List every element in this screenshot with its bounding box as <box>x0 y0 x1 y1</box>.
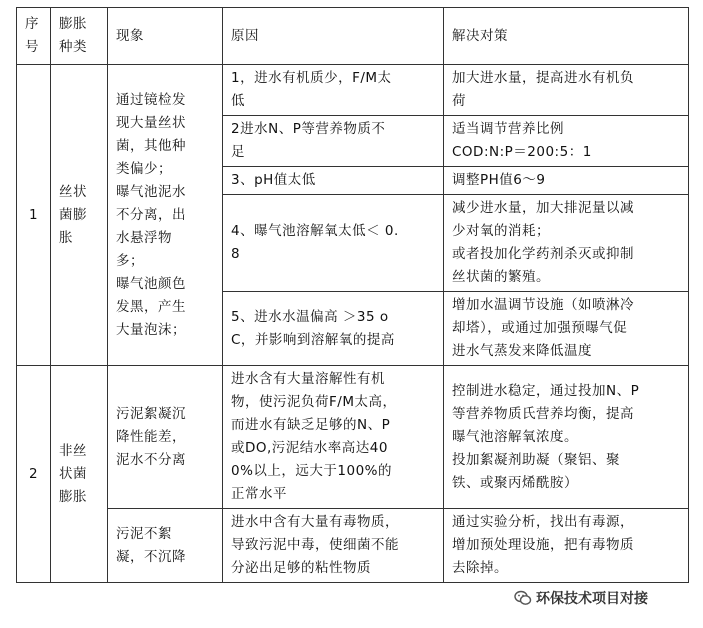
wechat-icon <box>514 589 532 607</box>
cell-solution: 减少进水量，加大排泥量以减 少对氧的消耗； 或者投加化学药剂杀灭或抑制 丝状菌的繁殖。 <box>444 195 689 292</box>
bulking-table <box>16 7 689 583</box>
table-row <box>17 509 689 583</box>
cell-solution: 通过实验分析，找出有毒源， 增加预处理设施，把有毒物质 去除掉。 <box>444 509 689 583</box>
cell-solution: 调整PH值6～9 <box>444 167 689 195</box>
header-cell-phenomenon: 现象 <box>108 8 223 65</box>
table-header-row <box>17 8 689 65</box>
cell-no: 1 <box>17 65 51 366</box>
cell-cause: 4、曝气池溶解氧太低＜ 0. 8 <box>223 195 444 292</box>
cell-cause: 进水含有大量溶解性有机 物，使污泥负荷F/M太高， 而进水有缺乏足够的N、P 或DO,污泥结水率高达40 0%以上，远大于100%的 正常水平 <box>223 366 444 509</box>
table-row <box>17 65 689 116</box>
cell-solution: 增加水温调节设施（如喷淋冷 却塔），或通过加强预曝气促 进水气蒸发来降低温度 <box>444 292 689 366</box>
cell-phenomenon: 污泥不絮 凝，不沉降 <box>108 509 223 583</box>
cell-solution: 加大进水量，提高进水有机负 荷 <box>444 65 689 116</box>
cell-type: 非丝 状菌 膨胀 <box>51 366 108 583</box>
cell-solution: 控制进水稳定，通过投加N、P 等营养物质氏营养均衡，提高 曝气池溶解氧浓度。 投加絮凝剂助凝（聚铝、聚 铁、或聚丙烯酰胺） <box>444 366 689 509</box>
cell-phenomenon: 污泥絮凝沉 降性能差， 泥水不分离 <box>108 366 223 509</box>
header-cell-no: 序 号 <box>17 8 51 65</box>
cell-cause: 3、pH值太低 <box>223 167 444 195</box>
header-cell-type: 膨胀 种类 <box>51 8 108 65</box>
cell-no: 2 <box>17 366 51 583</box>
table-row <box>17 366 689 509</box>
watermark <box>514 586 694 610</box>
cell-cause: 5、进水水温偏高 ＞35 o C，并影响到溶解氧的提高 <box>223 292 444 366</box>
cell-phenomenon: 通过镜检发 现大量丝状 菌，其他种 类偏少； 曝气池泥水 不分离，出 水悬浮物 多； 曝气池颜色 发黑，产生 大量泡沫； <box>108 65 223 366</box>
cell-type: 丝状 菌膨 胀 <box>51 65 108 366</box>
watermark-text: 环保技术项目对接 <box>536 591 648 607</box>
header-cell-solution: 解决对策 <box>444 8 689 65</box>
cell-cause: 1，进水有机质少，F/M太 低 <box>223 65 444 116</box>
cell-cause: 进水中含有大量有毒物质， 导致污泥中毒，使细菌不能 分泌出足够的粘性物质 <box>223 509 444 583</box>
cell-cause: 2进水N、P等营养物质不 足 <box>223 116 444 167</box>
cell-solution: 适当调节营养比例 COD:N:P＝200:5：1 <box>444 116 689 167</box>
header-cell-cause: 原因 <box>223 8 444 65</box>
